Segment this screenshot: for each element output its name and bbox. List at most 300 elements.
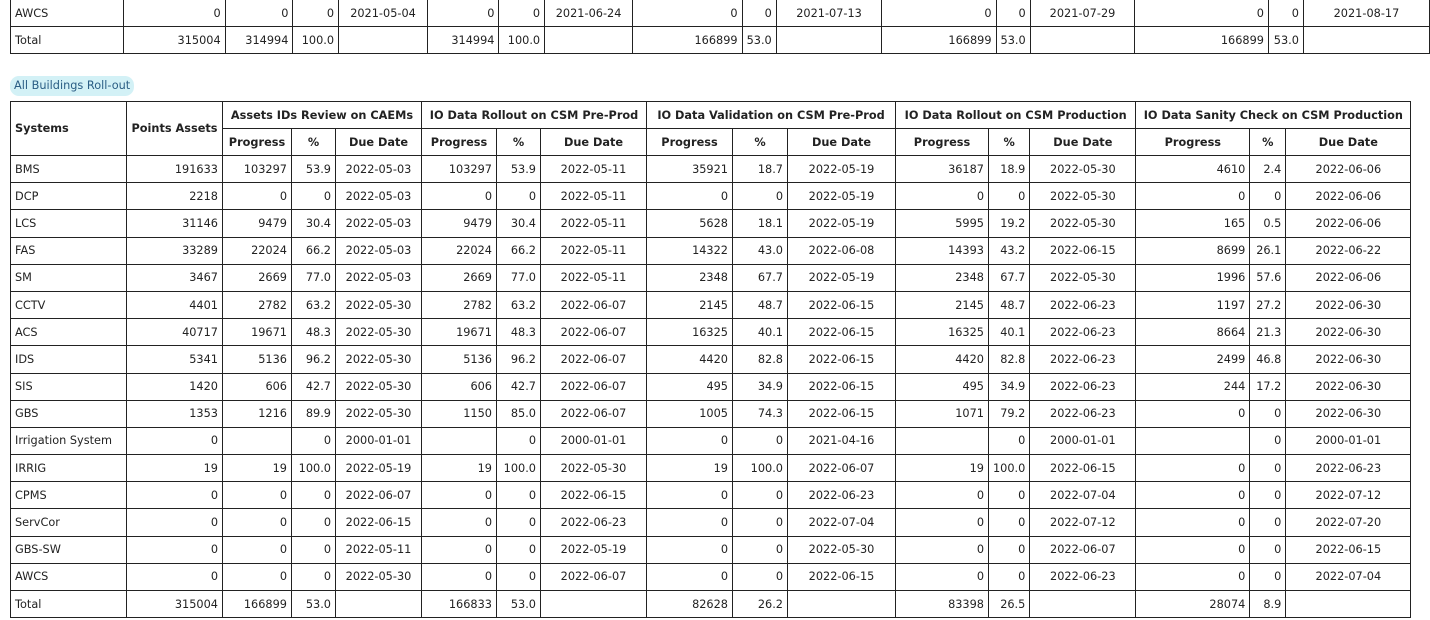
points-assets-cell: 19 xyxy=(127,455,223,482)
percent-cell: 74.3 xyxy=(733,400,788,427)
due-date-cell: 2022-05-19 xyxy=(541,536,647,563)
percent-cell: 26.5 xyxy=(989,591,1030,618)
due-date-cell: 2022-06-07 xyxy=(541,319,647,346)
due-date-cell: 2022-06-30 xyxy=(1286,291,1411,318)
due-date-cell: 2022-06-15 xyxy=(788,400,896,427)
table-row xyxy=(11,319,1411,346)
percent-cell: 48.3 xyxy=(497,319,541,346)
progress-cell: 314994 xyxy=(427,27,498,54)
percent-cell: 0 xyxy=(497,509,541,536)
table-row xyxy=(11,427,1411,454)
percent-cell: 0 xyxy=(292,482,336,509)
percent-cell: 66.2 xyxy=(497,237,541,264)
progress-cell: 0 xyxy=(223,482,292,509)
progress-cell: 0 xyxy=(896,183,989,210)
progress-cell: 1216 xyxy=(223,400,292,427)
progress-cell: 9479 xyxy=(422,210,497,237)
due-date-cell: 2022-05-03 xyxy=(336,183,422,210)
due-date-cell: 2022-05-30 xyxy=(1030,183,1136,210)
percent-cell: 0 xyxy=(733,427,788,454)
table-row xyxy=(11,0,1430,27)
system-name-cell: BMS xyxy=(11,156,127,183)
progress-cell: 36187 xyxy=(896,156,989,183)
system-name-cell: AWCS xyxy=(11,0,124,27)
column-header-due-date: Due Date xyxy=(788,129,896,156)
column-header-progress: Progress xyxy=(1136,129,1250,156)
progress-cell xyxy=(422,427,497,454)
due-date-cell: 2022-06-23 xyxy=(1030,346,1136,373)
progress-cell: 2499 xyxy=(1136,346,1250,373)
percent-cell: 48.7 xyxy=(989,291,1030,318)
progress-cell: 8664 xyxy=(1136,319,1250,346)
system-name-cell: Total xyxy=(11,27,124,54)
progress-cell: 35921 xyxy=(647,156,733,183)
progress-cell: 1996 xyxy=(1136,264,1250,291)
progress-cell: 0 xyxy=(647,482,733,509)
points-assets-cell: 1353 xyxy=(127,400,223,427)
column-header-progress: Progress xyxy=(647,129,733,156)
due-date-cell: 2022-06-08 xyxy=(788,237,896,264)
table-row xyxy=(11,346,1411,373)
due-date-cell: 2022-05-30 xyxy=(336,400,422,427)
system-name-cell: CPMS xyxy=(11,482,127,509)
percent-cell: 0 xyxy=(989,183,1030,210)
table-row xyxy=(11,373,1411,400)
percent-cell: 0 xyxy=(292,183,336,210)
due-date-cell: 2022-06-23 xyxy=(541,509,647,536)
group-header-production-rollout: IO Data Rollout on CSM Production xyxy=(896,102,1136,129)
progress-cell: 0 xyxy=(1136,563,1250,590)
due-date-cell: 2022-06-23 xyxy=(1286,455,1411,482)
progress-cell: 0 xyxy=(422,563,497,590)
due-date-cell: 2022-06-06 xyxy=(1286,156,1411,183)
progress-cell: 0 xyxy=(1136,183,1250,210)
percent-cell: 40.1 xyxy=(733,319,788,346)
due-date-cell xyxy=(336,591,422,618)
percent-cell: 0 xyxy=(733,563,788,590)
due-date-cell: 2022-06-07 xyxy=(1030,536,1136,563)
due-date-cell: 2022-06-15 xyxy=(788,373,896,400)
percent-cell: 79.2 xyxy=(989,400,1030,427)
due-date-cell: 2022-06-23 xyxy=(1030,400,1136,427)
due-date-cell: 2022-07-20 xyxy=(1286,509,1411,536)
progress-cell: 0 xyxy=(427,0,498,27)
column-header-percent: % xyxy=(1250,129,1286,156)
progress-cell: 0 xyxy=(223,509,292,536)
progress-cell: 166899 xyxy=(882,27,996,54)
progress-cell: 19 xyxy=(647,455,733,482)
progress-cell: 8699 xyxy=(1136,237,1250,264)
points-assets-cell: 1420 xyxy=(127,373,223,400)
due-date-cell: 2022-05-30 xyxy=(1030,264,1136,291)
progress-cell: 0 xyxy=(422,183,497,210)
percent-cell: 100.0 xyxy=(499,27,545,54)
percent-cell: 57.6 xyxy=(1250,264,1286,291)
percent-cell: 0 xyxy=(989,536,1030,563)
column-header-due-date: Due Date xyxy=(541,129,647,156)
progress-cell: 4420 xyxy=(896,346,989,373)
due-date-cell: 2022-07-12 xyxy=(1030,509,1136,536)
percent-cell: 0 xyxy=(742,0,776,27)
percent-cell: 0 xyxy=(497,536,541,563)
progress-cell: 606 xyxy=(422,373,497,400)
due-date-cell: 2022-06-30 xyxy=(1286,400,1411,427)
table-row xyxy=(11,509,1411,536)
due-date-cell: 2022-05-19 xyxy=(788,183,896,210)
due-date-cell: 2022-06-07 xyxy=(541,291,647,318)
due-date-cell: 2000-01-01 xyxy=(541,427,647,454)
percent-cell: 27.2 xyxy=(1250,291,1286,318)
points-assets-cell: 0 xyxy=(127,427,223,454)
due-date-cell: 2022-05-30 xyxy=(788,536,896,563)
progress-cell: 2782 xyxy=(223,291,292,318)
progress-cell: 0 xyxy=(647,509,733,536)
due-date-cell: 2021-04-16 xyxy=(788,427,896,454)
column-header-due-date: Due Date xyxy=(1286,129,1411,156)
column-header-points-assets: Points Assets xyxy=(127,102,223,156)
due-date-cell: 2021-05-04 xyxy=(339,0,428,27)
due-date-cell: 2022-06-23 xyxy=(1030,563,1136,590)
due-date-cell: 2022-05-30 xyxy=(336,373,422,400)
due-date-cell: 2022-05-30 xyxy=(1030,156,1136,183)
percent-cell: 0 xyxy=(989,427,1030,454)
system-name-cell: FAS xyxy=(11,237,127,264)
table-row xyxy=(11,400,1411,427)
percent-cell: 77.0 xyxy=(497,264,541,291)
progress-cell: 0 xyxy=(647,427,733,454)
percent-cell: 53.9 xyxy=(292,156,336,183)
points-assets-cell: 315004 xyxy=(123,27,225,54)
progress-cell: 2348 xyxy=(647,264,733,291)
percent-cell: 0 xyxy=(497,482,541,509)
group-header-production-sanity-check: IO Data Sanity Check on CSM Production xyxy=(1136,102,1411,129)
due-date-cell: 2022-05-03 xyxy=(336,156,422,183)
percent-cell: 63.2 xyxy=(292,291,336,318)
percent-cell: 34.9 xyxy=(989,373,1030,400)
due-date-cell xyxy=(541,591,647,618)
progress-cell: 0 xyxy=(422,482,497,509)
column-header-percent: % xyxy=(292,129,336,156)
due-date-cell xyxy=(776,27,882,54)
percent-cell: 67.7 xyxy=(989,264,1030,291)
system-name-cell: IDS xyxy=(11,346,127,373)
percent-cell: 0 xyxy=(989,563,1030,590)
progress-cell: 5628 xyxy=(647,210,733,237)
percent-cell: 18.1 xyxy=(733,210,788,237)
percent-cell: 30.4 xyxy=(292,210,336,237)
progress-cell: 14393 xyxy=(896,237,989,264)
progress-cell: 4610 xyxy=(1136,156,1250,183)
system-name-cell: ACS xyxy=(11,319,127,346)
due-date-cell: 2022-05-19 xyxy=(788,210,896,237)
percent-cell: 0 xyxy=(1250,482,1286,509)
points-assets-cell: 3467 xyxy=(127,264,223,291)
previous-rollout-table xyxy=(10,0,1430,54)
percent-cell: 67.7 xyxy=(733,264,788,291)
percent-cell: 0 xyxy=(497,427,541,454)
percent-cell: 21.3 xyxy=(1250,319,1286,346)
due-date-cell: 2022-06-07 xyxy=(788,455,896,482)
due-date-cell xyxy=(1303,27,1429,54)
column-header-progress: Progress xyxy=(422,129,497,156)
percent-cell: 0 xyxy=(1268,0,1303,27)
percent-cell: 82.8 xyxy=(733,346,788,373)
due-date-cell: 2022-05-03 xyxy=(336,237,422,264)
due-date-cell: 2022-06-07 xyxy=(541,346,647,373)
progress-cell: 0 xyxy=(896,509,989,536)
percent-cell: 53.0 xyxy=(292,591,336,618)
due-date-cell: 2022-06-15 xyxy=(1030,455,1136,482)
due-date-cell: 2022-07-12 xyxy=(1286,482,1411,509)
due-date-cell: 2021-06-24 xyxy=(545,0,633,27)
column-header-progress: Progress xyxy=(223,129,292,156)
points-assets-cell: 191633 xyxy=(127,156,223,183)
progress-cell: 2669 xyxy=(223,264,292,291)
percent-cell: 42.7 xyxy=(292,373,336,400)
progress-cell: 166899 xyxy=(633,27,743,54)
progress-cell: 0 xyxy=(223,183,292,210)
percent-cell: 0 xyxy=(733,509,788,536)
system-name-cell: CCTV xyxy=(11,291,127,318)
percent-cell: 0 xyxy=(497,183,541,210)
progress-cell: 103297 xyxy=(422,156,497,183)
table-row xyxy=(11,210,1411,237)
points-assets-cell: 2218 xyxy=(127,183,223,210)
progress-cell: 103297 xyxy=(223,156,292,183)
due-date-cell: 2022-05-30 xyxy=(336,319,422,346)
points-assets-cell: 4401 xyxy=(127,291,223,318)
percent-cell: 43.2 xyxy=(989,237,1030,264)
percent-cell: 100.0 xyxy=(733,455,788,482)
percent-cell: 82.8 xyxy=(989,346,1030,373)
percent-cell: 43.0 xyxy=(733,237,788,264)
column-header-percent: % xyxy=(497,129,541,156)
progress-cell: 0 xyxy=(896,482,989,509)
progress-cell xyxy=(896,427,989,454)
due-date-cell: 2022-05-11 xyxy=(541,183,647,210)
percent-cell: 85.0 xyxy=(497,400,541,427)
table-row xyxy=(11,482,1411,509)
progress-cell: 0 xyxy=(422,509,497,536)
progress-cell: 1005 xyxy=(647,400,733,427)
progress-cell: 166899 xyxy=(1135,27,1269,54)
due-date-cell: 2022-07-04 xyxy=(1286,563,1411,590)
points-assets-cell: 0 xyxy=(127,563,223,590)
due-date-cell: 2022-06-06 xyxy=(1286,210,1411,237)
column-header-due-date: Due Date xyxy=(336,129,422,156)
progress-cell: 166833 xyxy=(422,591,497,618)
due-date-cell: 2022-05-11 xyxy=(541,264,647,291)
progress-cell: 19 xyxy=(223,455,292,482)
points-assets-cell: 0 xyxy=(127,536,223,563)
progress-cell: 0 xyxy=(882,0,996,27)
progress-cell: 19671 xyxy=(223,319,292,346)
due-date-cell: 2022-06-15 xyxy=(336,509,422,536)
progress-cell xyxy=(223,427,292,454)
progress-cell: 165 xyxy=(1136,210,1250,237)
progress-cell: 5995 xyxy=(896,210,989,237)
progress-cell: 495 xyxy=(896,373,989,400)
progress-cell: 314994 xyxy=(225,27,293,54)
percent-cell: 0 xyxy=(1250,563,1286,590)
all-buildings-rollout-body xyxy=(11,156,1411,618)
progress-cell: 0 xyxy=(1136,455,1250,482)
percent-cell: 53.0 xyxy=(996,27,1030,54)
due-date-cell: 2022-06-15 xyxy=(1030,237,1136,264)
percent-cell: 48.3 xyxy=(292,319,336,346)
progress-cell: 28074 xyxy=(1136,591,1250,618)
due-date-cell: 2022-06-15 xyxy=(1286,536,1411,563)
percent-cell: 0 xyxy=(293,0,339,27)
percent-cell: 19.2 xyxy=(989,210,1030,237)
column-header-progress: Progress xyxy=(896,129,989,156)
percent-cell: 77.0 xyxy=(292,264,336,291)
system-name-cell: AWCS xyxy=(11,563,127,590)
due-date-cell: 2021-07-13 xyxy=(776,0,882,27)
progress-cell: 0 xyxy=(1136,482,1250,509)
progress-cell: 19 xyxy=(896,455,989,482)
due-date-cell: 2022-05-03 xyxy=(336,264,422,291)
percent-cell: 26.1 xyxy=(1250,237,1286,264)
progress-cell: 16325 xyxy=(647,319,733,346)
column-header-systems: Systems xyxy=(11,102,127,156)
due-date-cell: 2022-06-06 xyxy=(1286,183,1411,210)
group-header-assets-review: Assets IDs Review on CAEMs xyxy=(223,102,422,129)
table-row xyxy=(11,455,1411,482)
progress-cell: 5136 xyxy=(223,346,292,373)
progress-cell: 0 xyxy=(1136,509,1250,536)
due-date-cell: 2000-01-01 xyxy=(1030,427,1136,454)
percent-cell: 0 xyxy=(733,482,788,509)
due-date-cell: 2022-05-11 xyxy=(541,210,647,237)
progress-cell: 0 xyxy=(647,563,733,590)
percent-cell: 30.4 xyxy=(497,210,541,237)
due-date-cell: 2022-06-07 xyxy=(541,373,647,400)
progress-cell: 1150 xyxy=(422,400,497,427)
due-date-cell xyxy=(1030,591,1136,618)
column-header-percent: % xyxy=(733,129,788,156)
due-date-cell: 2022-06-15 xyxy=(541,482,647,509)
table-row xyxy=(11,264,1411,291)
table-row xyxy=(11,27,1430,54)
progress-cell: 606 xyxy=(223,373,292,400)
percent-cell: 0 xyxy=(733,536,788,563)
percent-cell: 0 xyxy=(1250,509,1286,536)
progress-cell: 244 xyxy=(1136,373,1250,400)
table-header xyxy=(11,102,1411,156)
percent-cell: 0 xyxy=(292,509,336,536)
progress-cell: 0 xyxy=(223,536,292,563)
due-date-cell: 2022-06-30 xyxy=(1286,373,1411,400)
progress-cell: 0 xyxy=(422,536,497,563)
points-assets-cell: 315004 xyxy=(127,591,223,618)
points-assets-cell: 40717 xyxy=(127,319,223,346)
percent-cell: 100.0 xyxy=(497,455,541,482)
progress-cell: 0 xyxy=(647,536,733,563)
due-date-cell xyxy=(788,591,896,618)
due-date-cell: 2022-06-22 xyxy=(1286,237,1411,264)
due-date-cell: 2022-05-30 xyxy=(336,291,422,318)
progress-cell: 22024 xyxy=(223,237,292,264)
percent-cell: 66.2 xyxy=(292,237,336,264)
percent-cell: 96.2 xyxy=(497,346,541,373)
table-row xyxy=(11,536,1411,563)
progress-cell: 19671 xyxy=(422,319,497,346)
points-assets-cell: 0 xyxy=(127,482,223,509)
due-date-cell: 2022-06-07 xyxy=(336,482,422,509)
percent-cell: 0 xyxy=(1250,455,1286,482)
progress-cell: 2669 xyxy=(422,264,497,291)
progress-cell: 0 xyxy=(647,183,733,210)
due-date-cell: 2022-05-30 xyxy=(541,455,647,482)
progress-cell: 1071 xyxy=(896,400,989,427)
percent-cell: 100.0 xyxy=(292,455,336,482)
percent-cell: 53.9 xyxy=(497,156,541,183)
points-assets-cell: 33289 xyxy=(127,237,223,264)
progress-cell: 22024 xyxy=(422,237,497,264)
progress-cell: 14322 xyxy=(647,237,733,264)
due-date-cell xyxy=(545,27,633,54)
progress-cell xyxy=(1136,427,1250,454)
table-row xyxy=(11,237,1411,264)
system-name-cell: LCS xyxy=(11,210,127,237)
percent-cell: 0 xyxy=(1250,400,1286,427)
percent-cell: 100.0 xyxy=(293,27,339,54)
percent-cell: 48.7 xyxy=(733,291,788,318)
progress-cell: 0 xyxy=(896,536,989,563)
system-name-cell: SIS xyxy=(11,373,127,400)
due-date-cell: 2022-05-11 xyxy=(541,237,647,264)
due-date-cell: 2022-05-19 xyxy=(788,156,896,183)
percent-cell: 0 xyxy=(292,563,336,590)
table-row xyxy=(11,156,1411,183)
percent-cell: 8.9 xyxy=(1250,591,1286,618)
due-date-cell: 2022-06-15 xyxy=(788,291,896,318)
progress-cell: 2782 xyxy=(422,291,497,318)
progress-cell: 0 xyxy=(896,563,989,590)
progress-cell: 16325 xyxy=(896,319,989,346)
progress-cell: 0 xyxy=(1136,536,1250,563)
due-date-cell: 2022-05-11 xyxy=(541,156,647,183)
percent-cell: 0 xyxy=(989,482,1030,509)
progress-cell: 2348 xyxy=(896,264,989,291)
system-name-cell: IRRIG xyxy=(11,455,127,482)
system-name-cell: ServCor xyxy=(11,509,127,536)
percent-cell: 53.0 xyxy=(497,591,541,618)
percent-cell: 18.7 xyxy=(733,156,788,183)
group-header-pre-prod-validation: IO Data Validation on CSM Pre-Prod xyxy=(647,102,896,129)
percent-cell: 89.9 xyxy=(292,400,336,427)
due-date-cell: 2022-06-30 xyxy=(1286,346,1411,373)
due-date-cell: 2022-06-23 xyxy=(1030,373,1136,400)
percent-cell: 2.4 xyxy=(1250,156,1286,183)
all-buildings-rollout-table xyxy=(10,101,1411,618)
column-header-due-date: Due Date xyxy=(1030,129,1136,156)
section-label-all-buildings[interactable]: All Buildings Roll-out xyxy=(10,76,134,96)
percent-cell: 63.2 xyxy=(497,291,541,318)
percent-cell: 26.2 xyxy=(733,591,788,618)
percent-cell: 40.1 xyxy=(989,319,1030,346)
points-assets-cell: 31146 xyxy=(127,210,223,237)
points-assets-cell: 0 xyxy=(123,0,225,27)
progress-cell: 5136 xyxy=(422,346,497,373)
system-name-cell: Total xyxy=(11,591,127,618)
progress-cell: 19 xyxy=(422,455,497,482)
due-date-cell: 2022-05-30 xyxy=(336,346,422,373)
due-date-cell: 2022-05-19 xyxy=(336,455,422,482)
progress-cell: 0 xyxy=(223,563,292,590)
percent-cell: 0 xyxy=(996,0,1030,27)
